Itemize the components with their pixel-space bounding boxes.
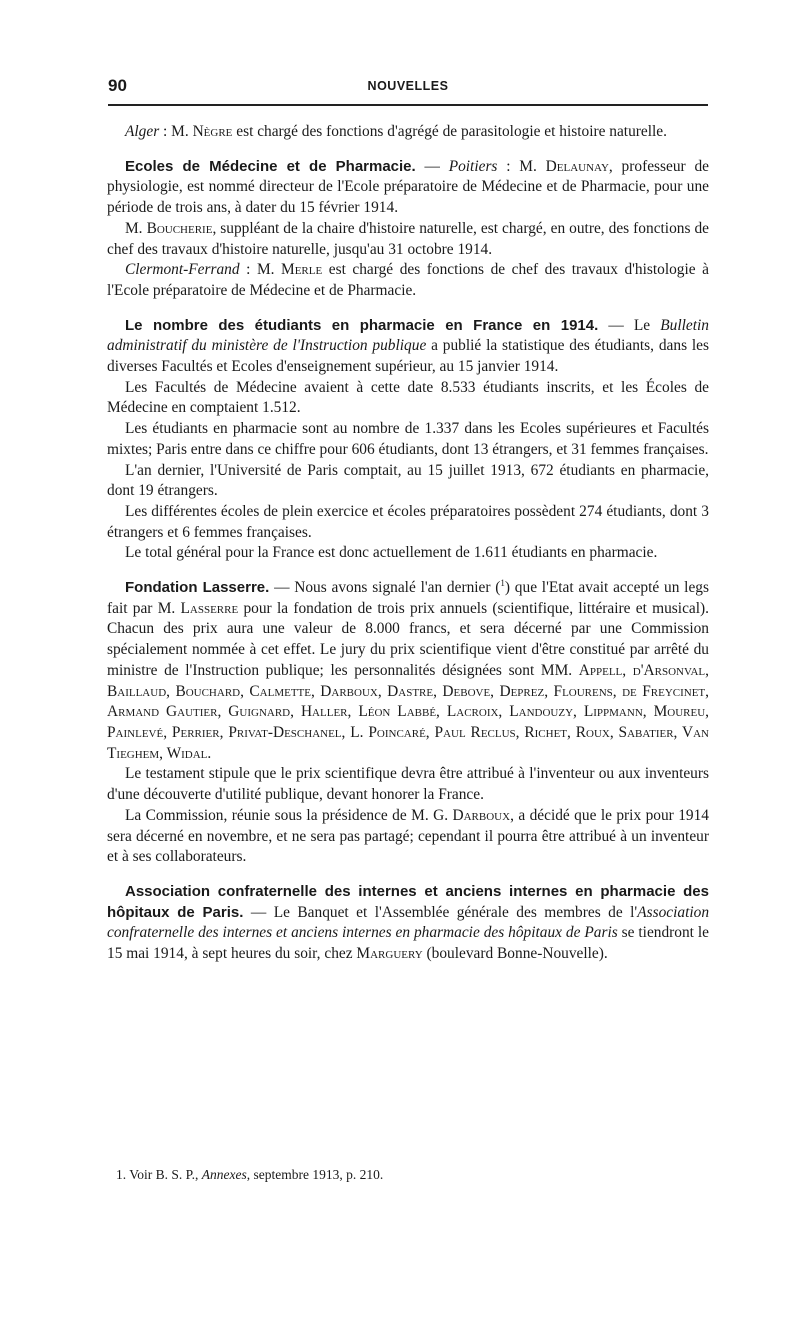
name-boucherie: Boucherie — [146, 219, 213, 237]
nombre-paragraph-6: Le total général pour la France est donc actuellement de 1.611 étudiants en pharmacie. — [125, 544, 658, 562]
section-heading-ecoles: Ecoles de Médecine et de Pharmacie. — [125, 157, 416, 175]
page-number: 90 — [108, 76, 127, 95]
fondation-paragraph-3: La Commission, réunie sous la présidence de M. G. Darboux, a décidé que le prix pour 1914 sera décerné en novembre, et ne sera pas partagé; cependant il pourra être attribué à un inventeur et à ses collaborateurs. — [107, 806, 709, 866]
place-poitiers: Poitiers — [448, 157, 498, 175]
footnote: 1. Voir B. S. P., Annexes, septembre 1913, p. 210. — [116, 1167, 384, 1182]
publication-title: Bulletin administratif du ministère de l'Instruction publique — [107, 316, 709, 355]
clermont-paragraph: Clermont-Ferrand : M. Merle est chargé des fonctions de chef des travaux d'histologie à l'Ecole préparatoire de Médecine et de Pharmacie. — [107, 261, 709, 299]
alger-paragraph: Alger : M. Nègre est chargé des fonctions d'agrégé de parasitologie et histoire naturelle. — [125, 123, 667, 140]
footnote-number: 1. — [116, 1167, 127, 1182]
jury-names: Appell, d'Arsonval, Baillaud, Bouchard, Calmette, Darboux, Dastre, Debove, Deprez, Flourens, de Freycinet, Armand Gautier, Guignard, Haller, Léon Labbé, Lacroix, Landouzy, Lippmann, Moureu, Painlevé, Perrier, Privat-Deschanel, L. Poincaré, Paul Reclus, Richet, Roux, Sabatier, Van Tieghem, Widal — [107, 661, 709, 762]
boucherie-paragraph: M. Boucherie, suppléant de la chaire d'histoire naturelle, est chargé, en outre, des fonctions de chef des travaux d'histoire naturelle, jusqu'au 31 octobre 1914. — [107, 219, 710, 258]
nombre-paragraph-2: Les Facultés de Médecine avaient à cette date 8.533 étudiants inscrits, et les Écoles de Médecine en comptaient 1.512. — [107, 378, 709, 417]
footnote-italic: Annexes — [201, 1167, 247, 1182]
association-paragraph: Association confraternelle des internes et anciens internes en pharmacie des hôpitaux de Paris. — Le Banquet et l'Assemblée générale des membres de l'Association confraternelle des internes et anciens internes en pharmacie des hôpitaux de Paris se tiendront le 15 mai 1914, à sept heures du soir, chez Marguery (boulevard Bonne-Nouvelle). — [107, 882, 710, 963]
name-lasserre: Lasserre — [180, 599, 239, 617]
association-title: Association confraternelle des internes et anciens internes en pharmacie des hôpitaux de Paris — [107, 903, 710, 942]
section-heading-association: Association confraternelle des internes et anciens internes en pharmacie des hôpitaux de Paris. — [107, 882, 709, 921]
name-merle: Merle — [281, 261, 323, 279]
body-text — [107, 122, 709, 965]
running-title: NOUVELLES — [367, 79, 449, 93]
name-darboux: Darboux — [452, 806, 511, 824]
nombre-paragraph-5: Les différentes écoles de plein exercice et écoles préparatoires possèdent 274 étudiants, dont 3 étrangers et 6 femmes françaises. — [107, 502, 709, 541]
section-heading-fondation: Fondation Lasserre. — [125, 579, 270, 597]
fondation-paragraph-2: Le testament stipule que le prix scientifique devra être attribué à l'inventeur ou aux inventeurs d'une découverte d'utilité publique, devant honorer la France. — [107, 765, 709, 804]
header-rule — [108, 104, 708, 106]
nombre-paragraph-4: L'an dernier, l'Université de Paris comptait, au 15 juillet 1913, 672 étudiants en pharmacie, dont 19 étrangers. — [107, 461, 709, 500]
ecoles-paragraph: Ecoles de Médecine et de Pharmacie. — Poitiers : M. Delaunay, professeur de physiologie, est nommé directeur de l'Ecole préparatoire de Médecine et de Pharmacie, pour une période de trois ans, à dater du 15 février 1914. — [107, 157, 709, 217]
name-marguery: Marguery — [356, 945, 423, 963]
footnote-ref: 1 — [500, 577, 505, 588]
place-alger: Alger — [125, 123, 160, 140]
nombre-paragraph-3: Les étudiants en pharmacie sont au nombre de 1.337 dans les Ecoles supérieures et Facultés mixtes; Paris entre dans ce chiffre pour 606 étudiants, dont 13 étrangers, et 31 femmes françaises. — [107, 420, 709, 458]
running-head — [108, 72, 708, 102]
section-heading-nombre: Le nombre des étudiants en pharmacie en France en 1914. — [125, 316, 599, 334]
name-delaunay: Delaunay — [545, 157, 609, 175]
fondation-paragraph: Fondation Lasserre. — Nous avons signalé l'an dernier ($^1$) que l'Etat avait accepté un legs fait par M. Lasserre pour la fondation de trois prix annuels (scientifique, littéraire et musical). Chacun des prix aura une valeur de 8.000 francs, et sera décerné par une Commission spécialement nommée à cet effet. Le jury du prix scientifique vient d'être constitué par arrêté du ministre de l'Instruction publique; les personnalités désignées sont MM. Appell, d'Arsonval, Baillaud, Bouchard, Calmette, Darboux, Dastre, Debove, Deprez, Flourens, de Freycinet, Armand Gautier, Guignard, Haller, Léon Labbé, Lacroix, Landouzy, Lippmann, Moureu, Painlevé, Perrier, Privat-Deschanel, L. Poincaré, Paul Reclus, Richet, Roux, Sabatier, Van Tieghem, Widal. — [107, 577, 709, 762]
name-negre: Nègre — [192, 123, 233, 140]
place-clermont-ferrand: Clermont-Ferrand — [125, 261, 240, 279]
nombre-paragraph: Le nombre des étudiants en pharmacie en France en 1914. — Le Bulletin administratif du ministère de l'Instruction publique a publié la statistique des étudiants, dans les diverses Facultés et Ecoles d'enseignement supérieur, au 15 janvier 1914. — [107, 316, 709, 376]
